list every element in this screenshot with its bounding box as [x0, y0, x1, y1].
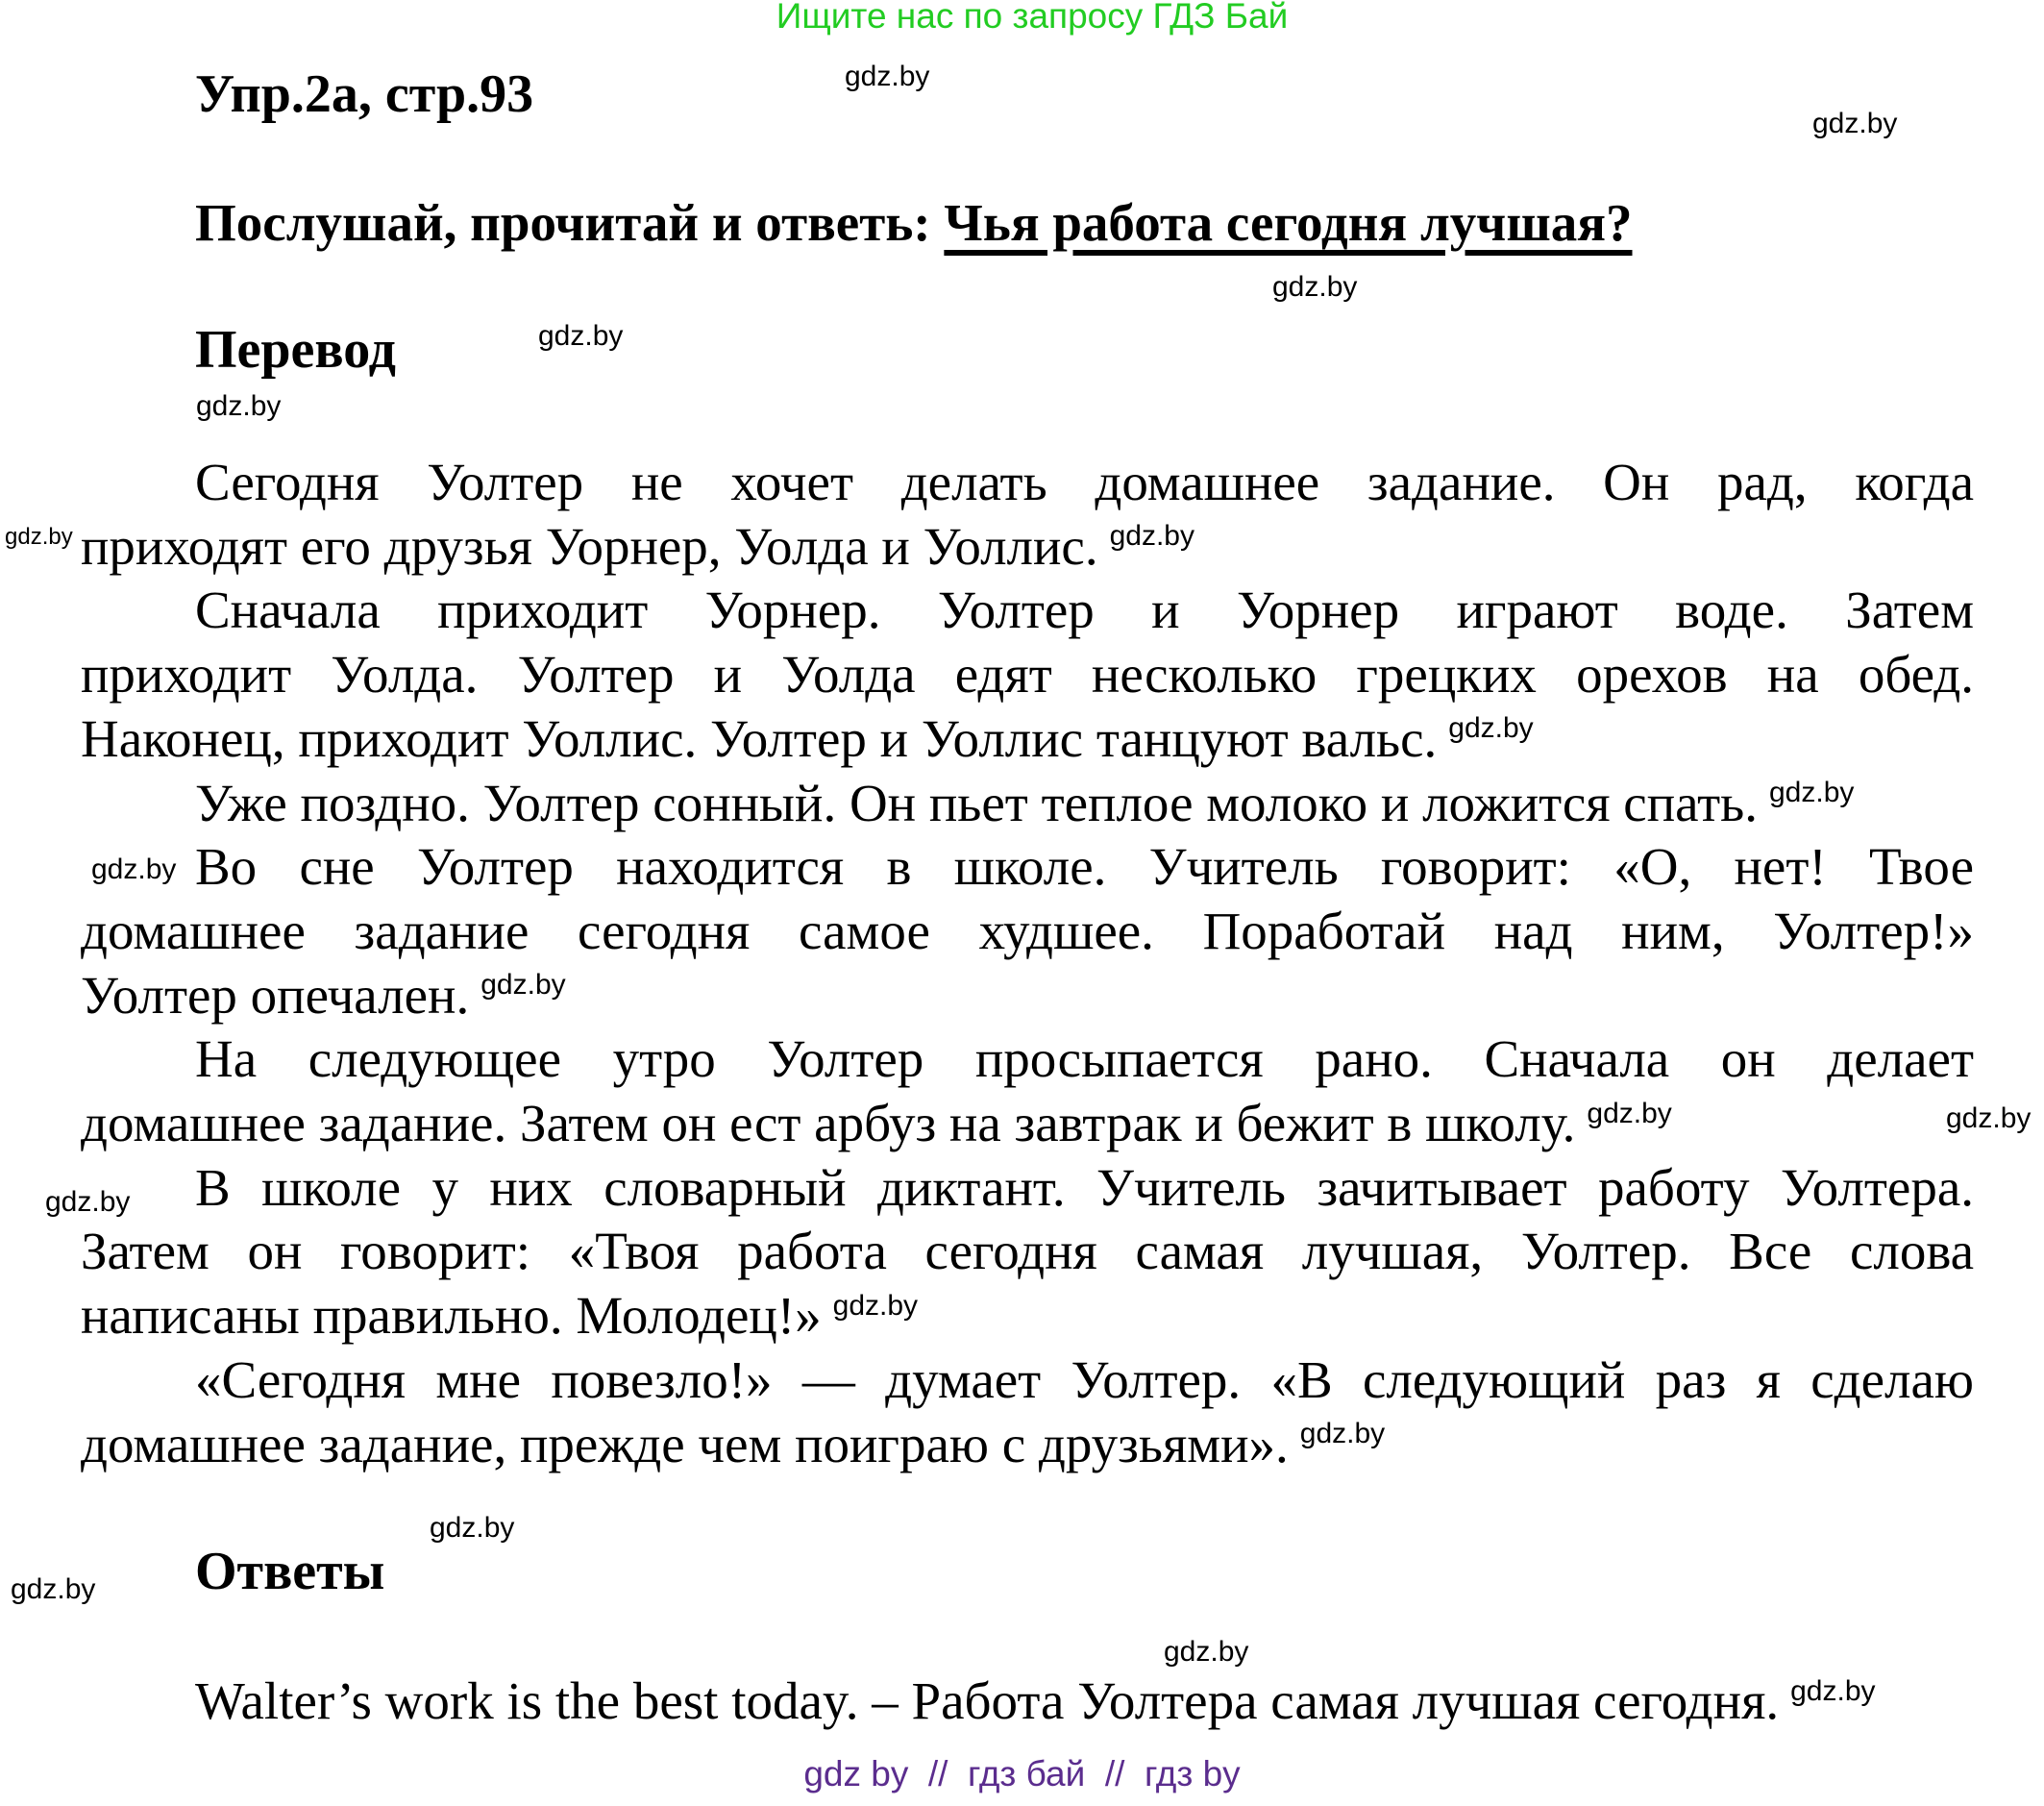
text-line-content: написаны правильно. Молодец!» — [81, 1286, 822, 1346]
watermark: gdz.by — [430, 1512, 515, 1544]
watermark: gdz.by — [1299, 1418, 1386, 1450]
answer-sentence: Walter’s work is the best today. – Работа Уолтера самая лучшая сегодня. — [195, 1671, 1780, 1730]
watermark: gdz.by — [196, 390, 282, 422]
paragraph — [81, 451, 1974, 579]
translation-text — [81, 451, 1974, 1476]
text-line-content: Уолтер опечален. — [81, 965, 470, 1025]
watermark: gdz.by — [1790, 1674, 1876, 1707]
watermark: gdz.by — [1109, 520, 1194, 553]
text-line-content: домашнее задание сегодня самое худшее. Поработай над ним, Уолтер!» — [81, 901, 1974, 960]
text-line-content: приходит Уолда. Уолтер и Уолда едят несколько грецких орехов на обед. — [81, 645, 1974, 705]
translation-heading: Перевод — [195, 320, 396, 380]
text-line — [81, 835, 1974, 900]
watermark: gdz.by — [1448, 712, 1534, 745]
paragraph — [81, 579, 1974, 771]
text-line — [81, 772, 1974, 836]
text-line — [81, 515, 1974, 580]
text-line-content: приходят его друзья Уорнер, Уолда и Уоллис. — [81, 516, 1098, 576]
text-line-content: В школе у них словарный диктант. Учитель зачитывает работу Уолтера. — [195, 1157, 1974, 1217]
text-line — [81, 964, 1974, 1028]
text-line-content: Затем он говорит: «Твоя работа сегодня самая лучшая, Уолтер. Все слова — [81, 1222, 1974, 1281]
text-line — [81, 900, 1974, 964]
paragraph — [81, 772, 1974, 836]
text-line — [81, 1027, 1974, 1092]
watermark: gdz.by — [11, 1573, 96, 1605]
watermark: gdz.by — [1164, 1636, 1249, 1668]
text-line-content: Во сне Уолтер находится в школе. Учитель говорит: «О, нет! Твое — [195, 837, 1974, 897]
text-line-content: «Сегодня мне повезло!» — думает Уолтер. «В следующий раз я сделаю — [195, 1349, 1974, 1409]
promo-banner: Ищите нас по запросу ГДЗ Бай — [776, 0, 1289, 36]
watermark: gdz.by — [1812, 108, 1898, 139]
text-line — [81, 1220, 1974, 1284]
watermark: gdz.by — [845, 61, 930, 92]
watermark: gdz.by — [5, 524, 73, 550]
text-line — [81, 643, 1974, 707]
text-line-content: Наконец, приходит Уоллис. Уолтер и Уоллис танцуют вальс. — [81, 708, 1438, 768]
paragraph — [81, 1348, 1974, 1476]
text-line — [81, 1156, 1974, 1221]
text-line-content: Сначала приходит Уорнер. Уолтер и Уорнер играют воде. Затем — [195, 581, 1974, 640]
paragraph — [81, 1156, 1974, 1348]
watermark: gdz.by — [832, 1289, 919, 1322]
watermark: gdz.by — [1769, 777, 1855, 809]
text-line-content: домашнее задание. Затем он ест арбуз на завтрак и бежит в школу. — [81, 1094, 1576, 1153]
paragraph — [81, 835, 1974, 1027]
watermark: gdz.by — [45, 1186, 131, 1218]
footer-links[interactable]: gdz by // гдз бай // гдз by — [803, 1754, 1241, 1794]
watermark: gdz.by — [538, 320, 624, 352]
task-prefix: Послушай, прочитай и ответь: — [195, 193, 945, 252]
paragraph — [81, 1027, 1974, 1155]
answer-text — [195, 1670, 1876, 1731]
text-line-content: Сегодня Уолтер не хочет делать домашнее задание. Он рад, когда — [195, 453, 1974, 511]
text-line — [81, 1092, 1974, 1156]
text-line — [81, 451, 1974, 515]
watermark: gdz.by — [1587, 1097, 1672, 1129]
exercise-title: Упр.2а, стр.93 — [195, 64, 534, 124]
text-line — [81, 1348, 1974, 1413]
task-heading — [195, 192, 1633, 253]
watermark: gdz.by — [480, 969, 566, 1002]
watermark: gdz.by — [91, 854, 177, 885]
watermark: gdz.by — [1272, 271, 1358, 303]
task-question: Чья работа сегодня лучшая? — [944, 193, 1633, 252]
text-line — [81, 1284, 1974, 1348]
answers-heading: Ответы — [195, 1542, 385, 1601]
text-line-content: домашнее задание, прежде чем поиграю с друзьями». — [81, 1414, 1289, 1473]
text-line — [81, 579, 1974, 643]
text-line — [81, 707, 1974, 772]
text-line-content: На следующее утро Уолтер просыпается рано. Сначала он делает — [195, 1029, 1974, 1089]
text-line-content: Уже поздно. Уолтер сонный. Он пьет теплое молоко и ложится спать. — [195, 773, 1758, 832]
text-line — [81, 1413, 1974, 1477]
watermark: gdz.by — [1946, 1102, 2032, 1134]
